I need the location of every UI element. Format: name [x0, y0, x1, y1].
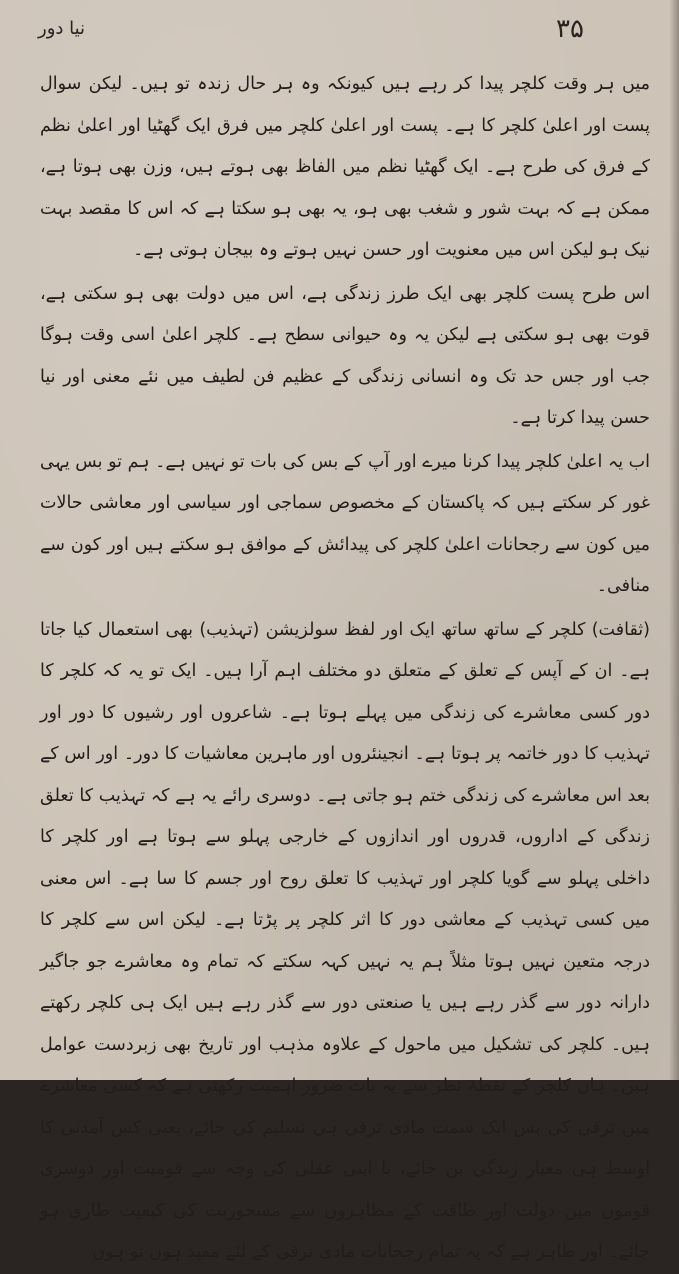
body-text	[40, 64, 650, 1262]
page-header	[0, 10, 679, 50]
page-edge-shadow	[669, 0, 679, 1080]
paragraph-3: اب یہ اعلیٰ کلچر پیدا کرنا میرے اور آپ کے بس کی بات تو نہیں ہے۔ ہم تو بس یہی غور کر سکتے ہیں کہ پاکستان کے مخصوص سماجی اور سیاسی اور معاشی حالات میں کون سے رجحانات اعلیٰ کلچر کی پیدائش کے موافق ہو سکتے ہیں اور کون سے منافی۔	[40, 451, 650, 596]
page-number: ٣۵	[556, 14, 584, 44]
running-title: نیا دور	[38, 18, 86, 39]
paragraph-4: (ثقافت) کلچر کے ساتھ ساتھ ایک اور لفظ سولزیشن (تہذیب) بھی استعمال کیا جاتا ہے۔ ان کے آپس کے تعلق کے متعلق دو مختلف اہم آرا ہیں۔ ایک تو یہ کہ کلچر کا دور کسی معاشرے کی زندگی میں پہلے ہوتا ہے۔ شاعروں اور رشیوں کا دور اور تہذیب کا دور خاتمہ پر ہوتا ہے۔ انجینئروں اور ماہرین معاشیات کا دور۔ اور اس کے بعد اس معاشرے کی زندگی ختم ہو جاتی ہے۔ دوسری رائے یہ ہے کہ تہذیب کا تعلق زندگی کے اداروں، قدروں اور اندازوں کے خارجی پہلو سے ہوتا ہے اور کلچر کا داخلی پہلو سے گویا کلچر اور تہذیب کا تعلق روح اور جسم کا سا ہے۔ اس معنی میں کسی تہذیب کے معاشی دور کا اثر کلچر پر پڑتا ہے۔ لیکن اس سے کلچر کا درجہ متعین نہیں ہوتا مثلاً ہم یہ نہیں کہہ سکتے کہ تمام وہ معاشرے جو جاگیر دارانہ دور سے گذر رہے ہیں یا صنعتی دور سے گذر رہے ہیں ایک ہی کلچر رکھتے ہیں۔ کلچر کی تشکیل میں ماحول کے علاوہ مذہب اور تاریخ بھی زبردست عوامل ہیں۔ ہاں کلچر کے نقطۂ نظر سے یہ بات ضرور اہمیت رکھتی ہے کہ کسی معاشرے میں ترقی کی بس ایک سمت مادی ترقی ہی تسلیم کی جائے، یعنی کس آمدنی کا اوسط ہی معیار زندگی بن جائے، یا اپنی عقلی کی وجہ سے قومیت اور دوسری قوموں میں دولت اور طاقت کے مظاہروں سے مسحوریت کی کیفیت طاری ہو جائے۔ اور ظاہر ہے کہ یہ تمام رجحانات مادی ترقی کے لئے مفید ہوں تو ہوں	[40, 619, 650, 1262]
paragraph-1: میں ہر وقت کلچر پیدا کر رہے ہیں کیونکہ وہ ہر حال زندہ تو ہیں۔ لیکن سوال پست اور اعلیٰ کلچر کا ہے۔ پست اور اعلیٰ کلچر میں فرق ایک گھٹیا اور اعلیٰ نظم کے فرق کی طرح ہے۔ ایک گھٹیا نظم میں الفاظ بھی ہوتے ہیں، وزن بھی ہوتا ہے، ممکن ہے کہ بہت شور و شغب بھی ہو، یہ بھی ہو سکتا ہے کہ اس کا مقصد بہت نیک ہو لیکن اس میں معنویت اور حسن نہیں ہوتے وہ بیجان ہوتی ہے۔	[40, 74, 650, 260]
paragraph-2: اس طرح پست کلچر بھی ایک طرز زندگی ہے، اس میں دولت بھی ہو سکتی ہے، قوت بھی ہو سکتی ہے لیکن یہ وہ حیوانی سطح ہے۔ کلچر اعلیٰ اسی وقت ہوگا جب اور جس حد تک وہ انسانی زندگی کے عظیم فن لطیف میں نئے معنی اور نیا حسن پیدا کرتا ہے۔	[40, 283, 650, 428]
